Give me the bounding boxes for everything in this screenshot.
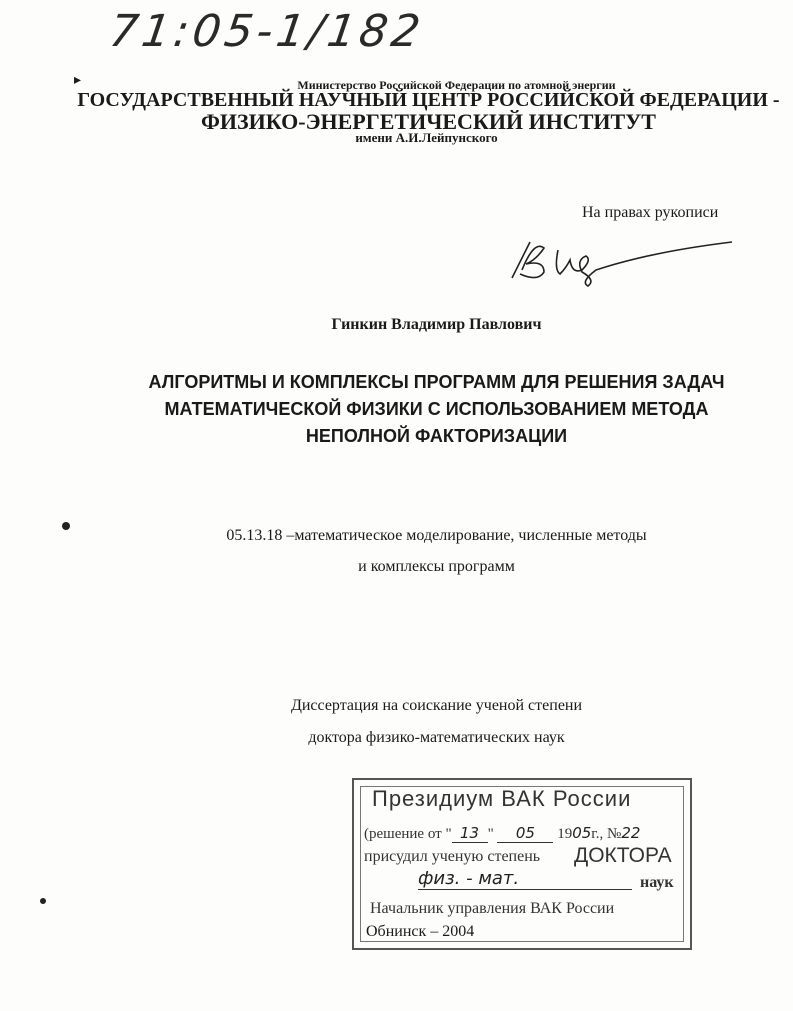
- degree-line2: доктора физико-математических наук: [308, 729, 565, 746]
- organization-name-line3: имени А.И.Лейпунского: [355, 130, 498, 145]
- specialty-code: [40, 520, 793, 582]
- number-prefix: г., №: [591, 826, 622, 842]
- decision-number: 22: [621, 824, 641, 842]
- stamp-decision-line: (решение от " 13 " 05 1905г., №22: [364, 824, 641, 842]
- scan-mark: [40, 898, 46, 904]
- degree-line1: Диссертация на соискание ученой степени: [290, 697, 583, 714]
- stamp-degree-word: ДОКТОРА: [574, 844, 672, 867]
- title-line1: АЛГОРИТМЫ И КОМПЛЕКСЫ ПРОГРАММ ДЛЯ РЕШЕНИЯ ЗАДАЧ: [148, 372, 725, 392]
- stamp-title: Президиум ВАК России: [372, 786, 632, 811]
- specialty-line1: 05.13.18 –математическое моделирование, численные методы: [226, 527, 647, 544]
- scan-mark: ▸: [74, 73, 82, 88]
- stamp-field-handwritten: физ. - мат.: [418, 868, 632, 890]
- organization-name-line2: ФИЗИКО-ЭНЕРГЕТИЧЕСКИЙ ИНСТИТУТ: [201, 109, 656, 134]
- manuscript-rights-note: На правах рукописи: [582, 204, 719, 221]
- title-line2: МАТЕМАТИЧЕСКОЙ ФИЗИКИ С ИСПОЛЬЗОВАНИЕМ МЕТОДА: [164, 399, 709, 419]
- registry-number: 71:05-1/182: [106, 6, 428, 57]
- place-year: Обнинск – 2004: [366, 923, 475, 940]
- author-signature: [500, 230, 740, 290]
- dissertation-title: [40, 369, 793, 450]
- decision-day: 13: [452, 824, 488, 843]
- decision-prefix: (решение от: [364, 826, 442, 842]
- organization-name-line1: ГОСУДАРСТВЕННЫЙ НАУЧНЫЙ ЦЕНТР РОССИЙСКОЙ ФЕДЕРАЦИИ -: [77, 89, 780, 111]
- stamp-sciences: наук: [640, 874, 674, 891]
- ministry-name: Министерство Российской Федерации по атомной энергии: [297, 78, 616, 92]
- decision-month: 05: [497, 824, 553, 843]
- stamp-signer: Начальник управления ВАК России: [370, 900, 615, 917]
- author-name: Гинкин Владимир Павлович: [331, 316, 542, 333]
- title-line3: НЕПОЛНОЙ ФАКТОРИЗАЦИИ: [305, 426, 568, 446]
- year-suffix: 05: [572, 824, 592, 842]
- year-prefix: 19: [557, 826, 573, 842]
- stamp-awarded: присудил ученую степень: [364, 848, 541, 865]
- degree-statement: [40, 690, 793, 754]
- specialty-line2: и комплексы программ: [358, 558, 515, 575]
- scan-mark: [62, 522, 70, 530]
